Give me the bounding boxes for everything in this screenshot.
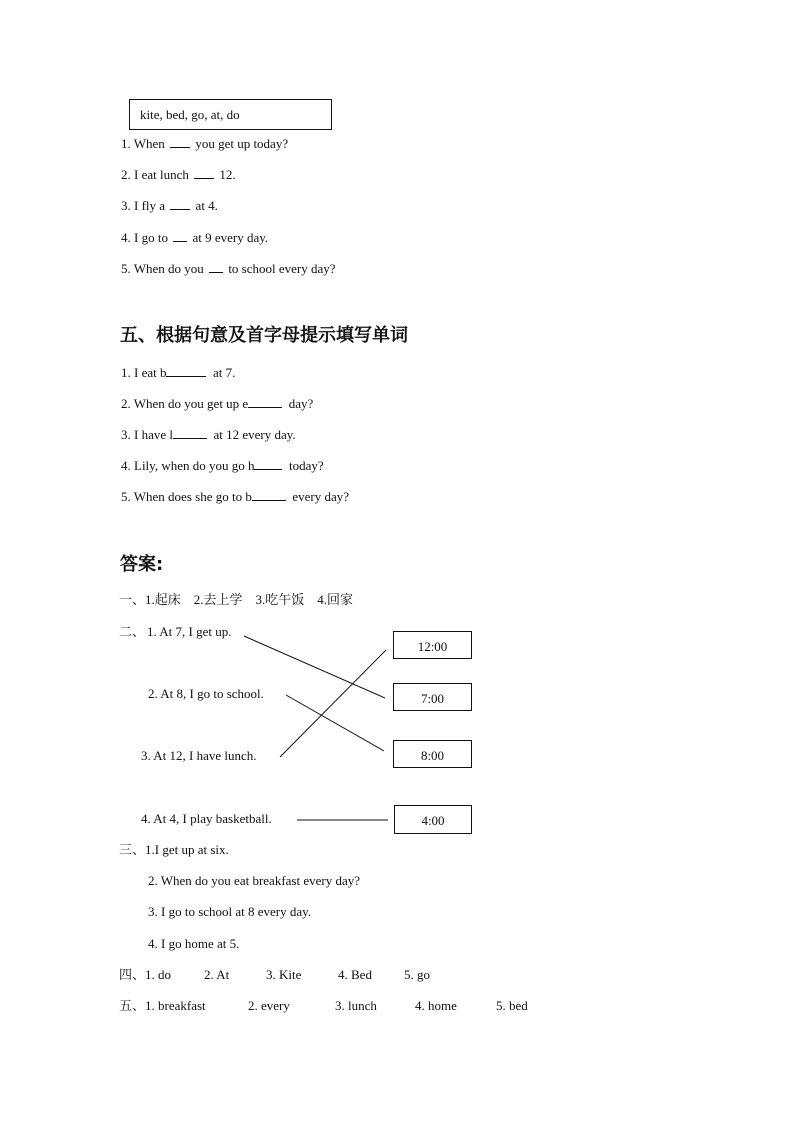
answer-1: 一、1.起床 2.去上学 3.吃午饭 4.回家: [119, 592, 354, 607]
answer-4-item-2: 2. At: [204, 967, 230, 982]
exercise4-item-1: 1. When you get up today?: [121, 136, 289, 151]
exercise4-item-2: 2. I eat lunch 12.: [121, 167, 236, 182]
match-sentence-4: 4. At 4, I play basketball.: [141, 811, 272, 826]
exercise4-item-5: 5. When do you to school every day?: [121, 261, 336, 276]
answer-4-item-5: 5. go: [404, 967, 430, 982]
section5-heading: 五、根据句意及首字母提示填写单词: [120, 325, 408, 346]
match-line-2: [286, 695, 384, 751]
exercise5-item-2: 2. When do you get up e day?: [121, 396, 314, 411]
answer-2-prefix: 二、: [119, 624, 146, 639]
match-sentence-3: 3. At 12, I have lunch.: [141, 748, 257, 763]
answer-4-item-4: 4. Bed: [338, 967, 372, 982]
answer-4-item-1: 四、1. do: [119, 967, 172, 982]
time-box-3: 8:00: [393, 740, 472, 768]
exercise4-item-4: 4. I go to at 9 every day.: [121, 230, 269, 245]
answer-5-item-1: 五、1. breakfast: [119, 998, 206, 1013]
exercise4-item-3: 3. I fly a at 4.: [121, 198, 218, 213]
answers-heading: 答案:: [120, 554, 164, 575]
time-box-4: 4:00: [394, 805, 472, 834]
exercise5-item-1: 1. I eat b at 7.: [121, 365, 236, 380]
answer-5-item-3: 3. lunch: [335, 998, 377, 1013]
answer-4-item-3: 3. Kite: [266, 967, 302, 982]
exercise5-item-3: 3. I have l at 12 every day.: [121, 427, 296, 442]
time-box-2: 7:00: [393, 683, 472, 711]
answer-3-item-3: 3. I go to school at 8 every day.: [148, 904, 312, 919]
exercise5-item-5: 5. When does she go to b every day?: [121, 489, 349, 504]
match-line-3: [280, 650, 386, 757]
time-box-1: 12:00: [393, 631, 472, 659]
match-sentence-1: 1. At 7, I get up.: [147, 624, 232, 639]
exercise5-item-4: 4. Lily, when do you go h today?: [121, 458, 324, 473]
match-sentence-2: 2. At 8, I go to school.: [148, 686, 264, 701]
answer-3-item-4: 4. I go home at 5.: [148, 936, 240, 951]
word-bank: kite, bed, go, at, do: [140, 107, 240, 122]
answer-3-item-2: 2. When do you eat breakfast every day?: [148, 873, 361, 888]
answer-5-item-2: 2. every: [248, 998, 290, 1013]
answer-5-item-4: 4. home: [415, 998, 457, 1013]
answer-3-item-1: 三、1.I get up at six.: [119, 842, 229, 857]
match-line-1: [244, 636, 385, 698]
answer-5-item-5: 5. bed: [496, 998, 528, 1013]
